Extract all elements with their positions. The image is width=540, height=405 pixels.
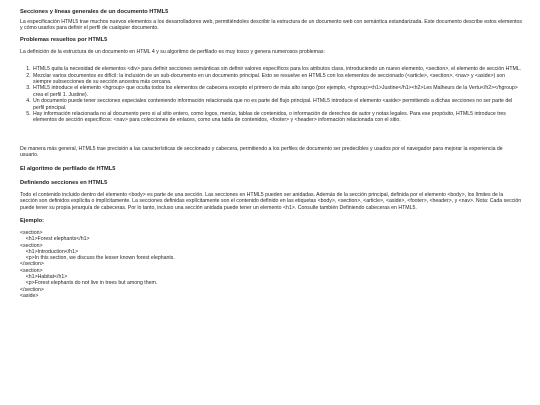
heading-example: Ejemplo: [20,217,45,224]
list-item: 2. Mezclar varios documentos es difícil: la inclusión de un sub-documento en un documento principal. Esto se resuelve en HTML5 con los elementos de seccionado (<article>, <section>, <nav> y <aside>) son siempre subsecciones de su sección ancestra más cercana. [32,73,522,86]
general-paragraph: De manera más general, HTML5 trae precisión a las características de seccionado y cabecera, permitiendo a los perfiles de documento ser predecibles y usados por el navegador para mejorar la experiencia de usuario. [20,145,503,159]
problems-paragraph: La definición de la estructura de un documento en HTML 4 y su algoritmo de perfilado es muy tosco y genera numerosos problemas: [20,48,325,55]
heading-main: Secciones y líneas generales de un documento HTML5 [20,9,169,15]
list-item: 4. Un documento puede tener secciones especiales conteniendo información relacionada que no es parte del flujo principal. HTML5 introduce el elemento <aside> permitiendo a dichas secciones no ser parte del perfil principal. [32,98,522,111]
heading-problems: Problemas resueltos por HTML5 [20,36,108,43]
list-item: 1. HTML5 quita la necesidad de elementos <div> para definir secciones semánticas sin definir valores específicos para los atributos class, introduciendo un nuevo elemento, <section>, el elemento de sección HTML. [32,66,522,72]
heading-defining-sections: Definiendo secciones en HTML5 [20,179,108,186]
heading-algorithm: El algoritmo de perfilado de HTML5 [20,165,116,172]
problems-list [20,66,522,124]
sections-paragraph: Todo el contenido incluido dentro del elemento <body> es parte de una sección. Las secciones en HTML5 pueden ser anidadas. Además de la sección principal, definida por el elemento <body>, los límites de la sección son definidos explícita o implícitamente. La secciones definidas explícitamente son el contenido definido en las etiquetas <body>, <section>, <article>, <aside>, <footer>, <header>, y <nav>. Nota: Cada sección puede tener su propia jerarquía de cabeceras. Por lo tanto, incluso una sección anidada puede tener un elemento <h1>. Consulte también Definiendo cabeceras en HTML5. [20,191,522,211]
list-item: 5. Hay información relacionada no al documento pero si al sitio entero, como logos, menús, tablas de contenidos, o información de derechos de autor y notas legales. Para ese propósito, HTML5 introduce tres elementos de sección específicos: <nav> para colecciones de enlaces, como una tabla de contenidos, <footer> y <header> información relacionada con el sitio. [32,111,522,124]
list-item: 3. HTML5 introduce el elemento <hgroup> que oculta todos los elementos de cabecera excepto el primero de más alto rango (por ejemplo, <hgroup><h1>Justine</h1><h2>Les Malheurs de la Vertu</h2></hgroup> crea el perfil 1. Justine). [32,85,522,98]
intro-paragraph: La especificación HTML5 trae muchos nuevos elementos a los desarrolladores web, permitiéndoles describir la estructura de un documento web con semántica estandarizada. Este documento describe estos elementos y cómo usarlos para definir el perfil de cualquier documento. [20,19,523,32]
code-example: <section> <h1>Forest elephants</h1> <section> <h1>Introduction</h1> <p>In this section, we discuss the lesser known forest elephants. </section> <section> <h1>Habitat</h1> <p>Forest elephants do not live in trees but among them. </section> <aside> [20,229,175,299]
